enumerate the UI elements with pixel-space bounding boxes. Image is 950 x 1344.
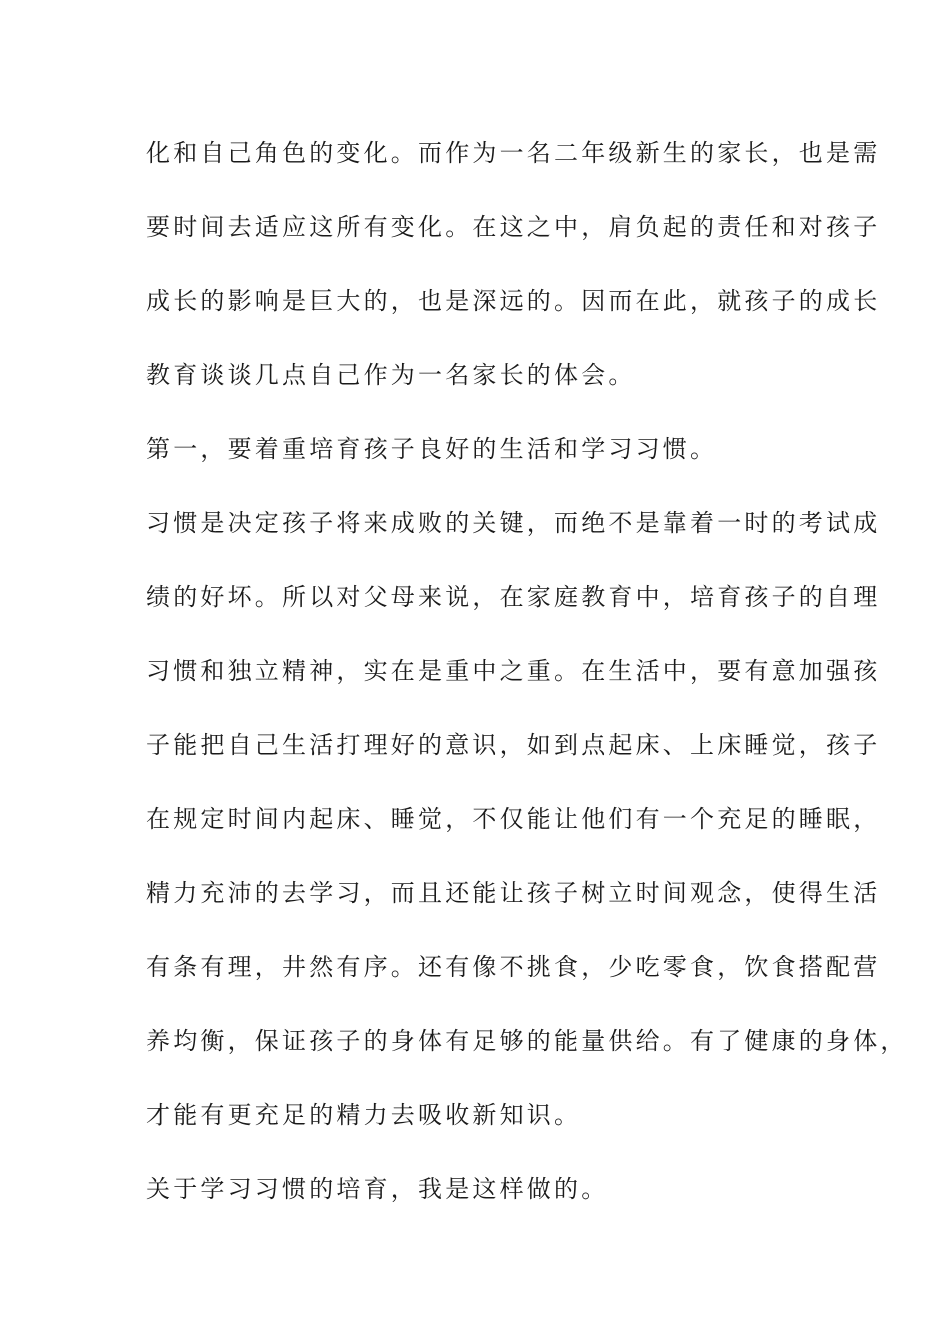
- paragraph-line: 成长的影响是巨大的，也是深远的。因而在此，就孩子的成长: [146, 287, 881, 315]
- paragraph-line: 绩的好坏。所以对父母来说，在家庭教育中，培育孩子的自理: [146, 583, 881, 611]
- paragraph-line: 才能有更充足的精力去吸收新知识。: [146, 1101, 582, 1129]
- paragraph-line: 教育谈谈几点自己作为一名家长的体会。: [146, 361, 636, 389]
- paragraph-line: 精力充沛的去学习，而且还能让孩子树立时间观念，使得生活: [146, 879, 881, 907]
- paragraph-line: 关于学习习惯的培育，我是这样做的。: [146, 1175, 609, 1203]
- paragraph-line: 要时间去适应这所有变化。在这之中，肩负起的责任和对孩子: [146, 213, 881, 241]
- paragraph-line: 化和自己角色的变化。而作为一名二年级新生的家长，也是需: [146, 139, 881, 167]
- paragraph-line: 子能把自己生活打理好的意识，如到点起床、上床睡觉，孩子: [146, 731, 881, 759]
- paragraph-line: 习惯和独立精神，实在是重中之重。在生活中，要有意加强孩: [146, 657, 881, 685]
- paragraph-line: 习惯是决定孩子将来成败的关键，而绝不是靠着一时的考试成: [146, 509, 881, 537]
- paragraph-line: 在规定时间内起床、睡觉，不仅能让他们有一个充足的睡眠，: [146, 805, 881, 833]
- section-heading: 第一，要着重培育孩子良好的生活和学习习惯。: [146, 435, 718, 463]
- paragraph-line: 有条有理，井然有序。还有像不挑食，少吃零食，饮食搭配营: [146, 953, 881, 981]
- paragraph-line: 养均衡，保证孩子的身体有足够的能量供给。有了健康的身体，: [146, 1027, 908, 1055]
